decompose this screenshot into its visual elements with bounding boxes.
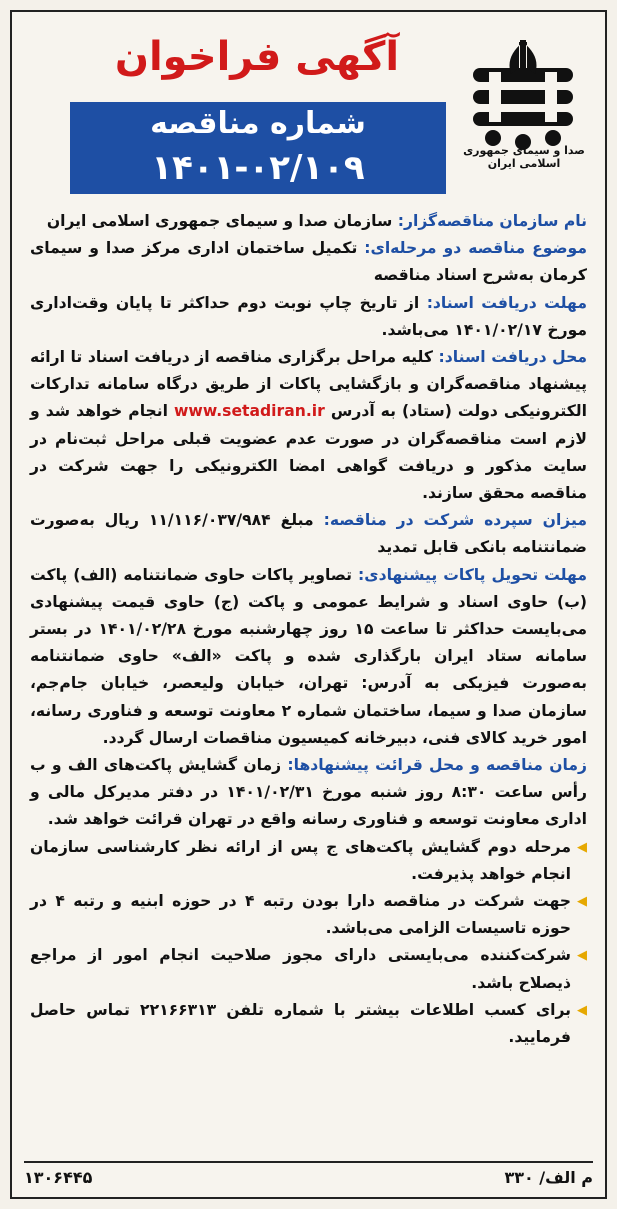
setad-link[interactable]: www.setadiran.ir bbox=[174, 402, 325, 421]
bullet-item bbox=[30, 997, 587, 1051]
deposit-text: مبلغ ۱۱/۱۱۶/۰۳۷/۹۸۴ ریال به‌صورت ضمانتنامه بانکی قابل تمدید bbox=[30, 511, 587, 557]
triangle-bullet-icon: ◀ bbox=[577, 948, 587, 964]
deadline-text: از تاریخ چاپ نوبت دوم حداکثر تا پایان وقت‌اداری مورخ ۱۴۰۱/۰۲/۱۷ می‌باشد. bbox=[30, 293, 587, 339]
tender-number: ۱۴۰۱-۰۲/۱۰۹ bbox=[151, 148, 365, 188]
triangle-bullet-icon: ◀ bbox=[577, 894, 587, 910]
location-text-before: کلیه مراحل برگزاری مناقصه از دریافت اسناد تا ارائه پیشنهاد مناقصه‌گران و بازگشایی پاکات از طریق درگاه سامانه تدارکات الکترونیکی دولت (ستاد) به آدرس bbox=[30, 348, 588, 421]
location-paragraph bbox=[30, 344, 587, 507]
irib-logo-icon bbox=[463, 38, 583, 158]
bullet-item bbox=[30, 834, 587, 888]
bullet-item bbox=[30, 942, 587, 996]
triangle-bullet-icon: ◀ bbox=[577, 839, 587, 855]
notice-header bbox=[12, 12, 605, 202]
notice-title: آگهی فراخوان bbox=[114, 34, 400, 80]
tender-number-box bbox=[70, 102, 446, 194]
notice-body bbox=[30, 208, 587, 1051]
logo-caption: صدا و سیمای جمهوری اسلامی ایران bbox=[463, 144, 585, 170]
location-text-after: انجام خواهد شد و لازم است مناقصه‌گران در صورت عدم عضویت قبلی مراحل ثبت‌نام در سایت مذکور و دریافت گواهی امضا الکترونیکی را جهت شرکت در مناقصه محقق سازند. bbox=[30, 402, 587, 503]
organizer-text: سازمان صدا و سیمای جمهوری اسلامی ایران bbox=[46, 212, 393, 230]
subject-label: موضوع مناقصه دو مرحله‌ای: bbox=[364, 239, 587, 258]
bullet-text: جهت شرکت در مناقصه دارا بودن رتبه ۴ در حوزه ابنیه و رتبه ۴ در حوزه تاسیسات الزامی می‌باشد. bbox=[30, 892, 571, 938]
subject-text: تکمیل ساختمان اداری مرکز صدا و سیمای کرمان به‌شرح اسناد مناقصه bbox=[30, 239, 587, 285]
notice-frame bbox=[10, 10, 607, 1199]
location-label: محل دریافت اسناد: bbox=[438, 348, 587, 367]
delivery-paragraph bbox=[30, 562, 587, 752]
delivery-label: مهلت تحویل پاکات پیشنهادی: bbox=[358, 565, 587, 584]
deposit-paragraph bbox=[30, 507, 587, 561]
triangle-bullet-icon: ◀ bbox=[577, 1002, 587, 1018]
bullet-text: مرحله دوم گشایش پاکت‌های ج پس از ارائه نظر کارشناسی سازمان انجام خواهد پذیرفت. bbox=[30, 837, 571, 883]
delivery-text: تصاویر پاکات حاوی ضمانتنامه (الف) پاکت (ب) حاوی اسناد و شرایط عمومی و پاکت (ج) حاوی قیمت پیشنهادی می‌بایست حداکثر تا ساعت ۱۵ روز چهارشنبه مورخ ۱۴۰۱/۰۲/۲۸ در بستر سامانه ستاد ایران بارگذاری شده و پاکت «الف» حاوی ضمانتنامه به‌صورت فیزیکی به آدرس: تهران، خیابان ولیعصر، خیابان جام‌جم، سازمان صدا و سیما، ساختمان شماره ۲ معاونت توسعه و فناوری رسانه، امور خرید کالای فنی، دبیرخانه کمیسیون مناقصات ارسال گردد. bbox=[30, 565, 587, 747]
opening-text: زمان گشایش پاکت‌های الف و ب رأس ساعت ۸:۳۰ روز شنبه مورخ ۱۴۰۱/۰۲/۳۱ در دفتر مدیرکل مالی و اداری معاونت توسعه و فناوری رسانه واقع در تهران قرائت خواهد شد. bbox=[30, 756, 587, 829]
deadline-label: مهلت دریافت اسناد: bbox=[426, 293, 587, 312]
organizer-paragraph bbox=[30, 208, 587, 235]
bullet-text: شرکت‌کننده می‌بایستی دارای مجوز صلاحیت انجام امور از مراجع ذیصلاح باشد. bbox=[30, 946, 571, 992]
bullet-text: برای کسب اطلاعات بیشتر با شماره تلفن ۲۲۱۶۶۳۱۳ تماس حاصل فرمایید. bbox=[30, 1000, 572, 1047]
deposit-label: میزان سپرده شرکت در مناقصه: bbox=[323, 511, 588, 530]
opening-label: زمان مناقصه و محل قرائت پیشنهادها: bbox=[287, 756, 588, 775]
organizer-label: نام سازمان مناقصه‌گزار: bbox=[397, 212, 587, 230]
tender-label: شماره مناقصه bbox=[150, 106, 366, 141]
footer-code-left: ۱۳۰۶۴۴۵ bbox=[24, 1167, 93, 1187]
deadline-paragraph bbox=[30, 290, 587, 344]
notice-footer bbox=[24, 1161, 593, 1191]
opening-paragraph bbox=[30, 752, 587, 834]
footer-code-right: م الف/ ۳۳۰ bbox=[504, 1167, 593, 1187]
bullet-item bbox=[30, 888, 587, 942]
subject-paragraph bbox=[30, 235, 587, 289]
